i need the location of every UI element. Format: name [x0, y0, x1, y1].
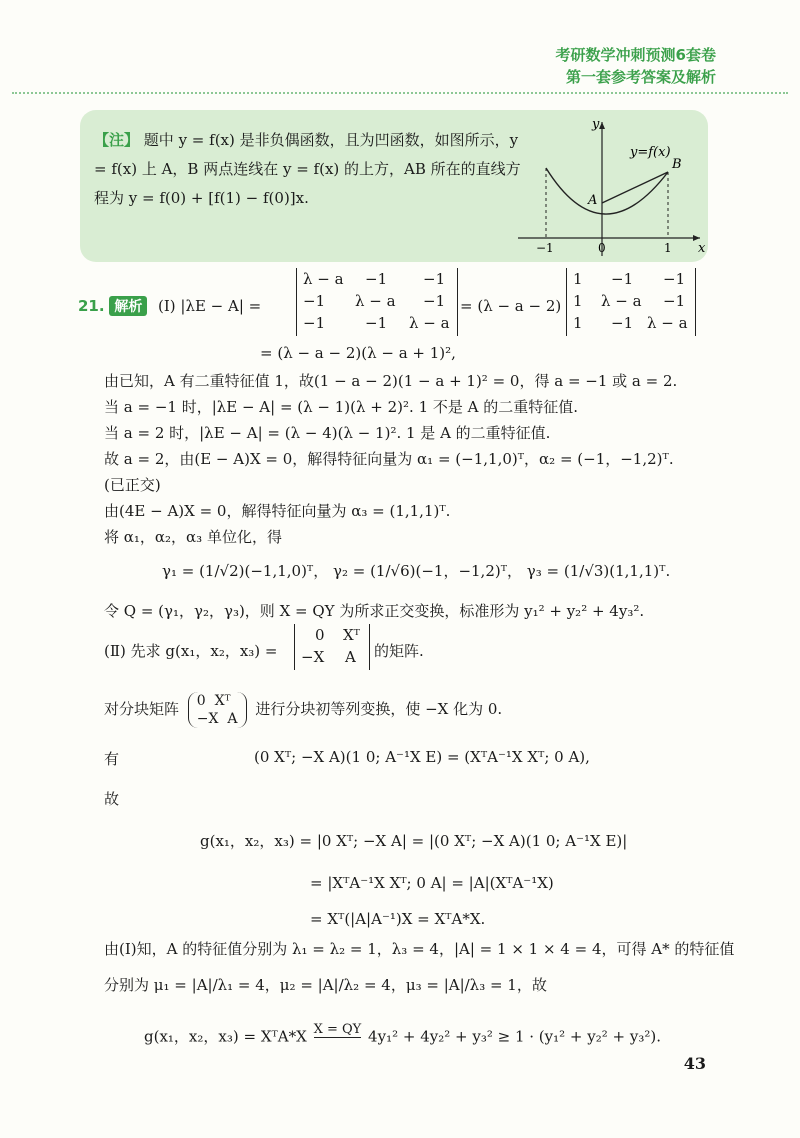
block-matrix-cell: A — [227, 711, 238, 727]
point-a-label: A — [588, 193, 598, 208]
det2-cell: 1 — [573, 270, 583, 288]
text-line: 由(Ⅰ)知，A 的特征值分别为 λ₁ = λ₂ = 1，λ₃ = 4，|A| = 1 × 1 × 4 = 4，可得 A* 的特征值 — [104, 940, 735, 958]
det1-cell: −1 — [365, 270, 388, 288]
y-label: y — [592, 117, 600, 132]
text-line: 令 Q = (γ₁，γ₂，γ₃)，则 X = QY 为所求正交变换，标准形为 y₁² + y₂² + 4y₃². — [104, 602, 645, 620]
det1-cell: −1 — [423, 270, 446, 288]
function-graph — [508, 110, 708, 262]
problem-label — [78, 296, 147, 316]
chord-ab — [602, 172, 668, 203]
part2-intro-tail: 的矩阵. — [374, 642, 424, 660]
det1-cell: λ − a — [355, 292, 396, 310]
final-lhs: g(x₁，x₂，x₃) = XᵀA*X — [144, 1027, 307, 1046]
problem-number: 21. — [78, 297, 105, 315]
header-divider — [12, 92, 788, 94]
header-section-title: 第一套参考答案及解析 — [565, 68, 716, 86]
text-line: 当 a = 2 时，|λE − A| = (λ − 4)(λ − 1)². 1 是 A 的二重特征值. — [104, 424, 551, 442]
text-line: 分别为 μ₁ = |A|/λ₁ = 4，μ₂ = |A|/λ₂ = 4，μ₃ = |A|/λ₃ = 1，故 — [104, 976, 547, 994]
char-poly-result: = (λ − a − 2)(λ − a + 1)², — [260, 344, 456, 362]
det2-cell: λ − a — [647, 314, 688, 332]
det1-cell: λ − a — [409, 314, 450, 332]
func-label: y=f(x) — [630, 145, 671, 160]
block-determinant — [294, 624, 370, 670]
note-body: 题中 y = f(x) 是非负偶函数，且为凹函数，如图所示，y = f(x) 上 A，B 两点连线在 y = f(x) 的上方，AB 所在的直线方程为 y = f(0) + [f(1) − f(0)]x. — [94, 131, 521, 207]
det2-cell: 1 — [573, 292, 583, 310]
running-header — [556, 44, 716, 88]
tick-one: 1 — [664, 241, 672, 255]
g-line-1: g(x₁，x₂，x₃) = |0 Xᵀ; −X A| = |(0 Xᵀ; −X A)(1 0; A⁻¹X E)| — [200, 832, 628, 850]
block-cell: Xᵀ — [343, 626, 360, 644]
determinant-2 — [566, 268, 696, 336]
block-cell: A — [345, 648, 356, 666]
text-line: 当 a = −1 时，|λE − A| = (λ − 1)(λ + 2)². 1 不是 A 的二重特征值. — [104, 398, 579, 416]
solution-badge: 解析 — [109, 296, 147, 316]
block-matrix-intro: 对分块矩阵 — [104, 700, 180, 718]
text-line: 故 — [104, 790, 120, 808]
substitution-label: X = QY — [313, 1022, 362, 1037]
g-line-2: = |XᵀA⁻¹X Xᵀ; 0 A| = |A|(XᵀA⁻¹X) — [310, 874, 554, 892]
block-matrix-cell: Xᵀ — [214, 693, 231, 709]
g-line-3: = Xᵀ(|A|A⁻¹)X = XᵀA*X. — [310, 910, 486, 928]
part1-mid: = (λ − a − 2) — [460, 297, 562, 315]
text-line: (已正交) — [104, 476, 161, 494]
x-label: x — [698, 241, 706, 256]
det2-cell: −1 — [611, 314, 634, 332]
y-axis-arrow — [599, 122, 605, 129]
page-number: 43 — [683, 1054, 706, 1073]
note-tag: 【注】 — [94, 131, 140, 149]
block-matrix — [188, 692, 247, 728]
det2-cell: −1 — [663, 292, 686, 310]
curve-f — [546, 168, 668, 214]
text-line: 由已知，A 有二重特征值 1，故(1 − a − 2)(1 − a + 1)² = 0，得 a = −1 或 a = 2. — [104, 372, 678, 390]
det2-cell: λ − a — [601, 292, 642, 310]
matrix-product: (0 Xᵀ; −X A)(1 0; A⁻¹X E) = (XᵀA⁻¹X Xᵀ; 0 A), — [254, 748, 590, 766]
block-matrix-tail: 进行分块初等列变换，使 −X 化为 0. — [255, 700, 503, 718]
det1-cell: −1 — [303, 314, 326, 332]
block-matrix-cell: 0 — [196, 693, 206, 709]
part2-intro: (Ⅱ) 先求 g(x₁，x₂，x₃) = — [104, 642, 278, 660]
text-line — [104, 692, 502, 728]
text-line: 有 — [104, 750, 120, 768]
text-line: 将 α₁，α₂，α₃ 单位化，得 — [104, 528, 282, 546]
text-line: 由(4E − A)X = 0，解得特征向量为 α₃ = (1,1,1)ᵀ. — [104, 502, 451, 520]
block-cell: 0 — [315, 626, 325, 644]
unit-vectors: γ₁ = (1/√2)(−1,1,0)ᵀ， γ₂ = (1/√6)(−1，−1,2)ᵀ， γ₃ = (1/√3)(1,1,1)ᵀ. — [162, 562, 671, 580]
text-line: 故 a = 2，由(E − A)X = 0，解得特征向量为 α₁ = (−1,1,0)ᵀ，α₂ = (−1，−1,2)ᵀ. — [104, 450, 674, 468]
det1-cell: −1 — [303, 292, 326, 310]
note-text-block — [94, 126, 534, 213]
det2-cell: 1 — [573, 314, 583, 332]
block-cell: −X — [301, 648, 325, 666]
point-b-label: B — [672, 157, 682, 172]
det1-cell: −1 — [423, 292, 446, 310]
det2-cell: −1 — [611, 270, 634, 288]
header-book-title: 考研数学冲刺预测6套卷 — [555, 46, 716, 64]
final-line — [144, 1022, 661, 1053]
det2-cell: −1 — [663, 270, 686, 288]
final-rhs: 4y₁² + 4y₂² + y₃² ≥ 1 · (y₁² + y₂² + y₃²). — [368, 1027, 661, 1046]
note-box — [80, 110, 708, 262]
determinant-1 — [296, 268, 458, 336]
tick-neg-one: −1 — [536, 241, 554, 255]
substitution-arrow — [314, 1022, 362, 1053]
tick-zero: 0 — [598, 241, 606, 255]
det1-cell: −1 — [365, 314, 388, 332]
part1-prefix: (Ⅰ) |λE − A| = — [158, 297, 262, 315]
block-matrix-cell: −X — [196, 711, 219, 727]
det1-cell: λ − a — [303, 270, 344, 288]
